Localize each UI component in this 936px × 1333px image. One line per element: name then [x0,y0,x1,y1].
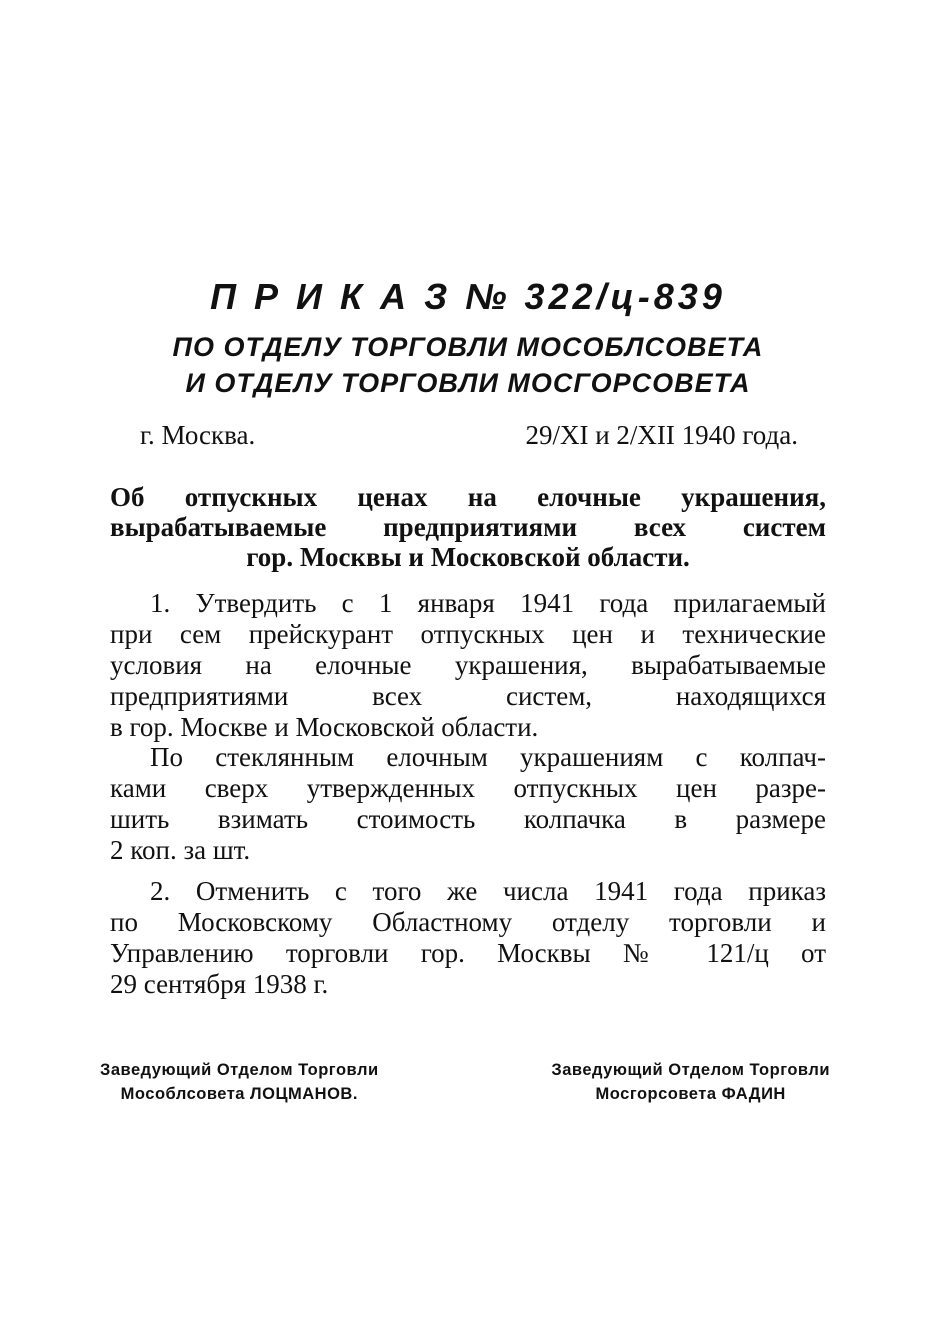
paragraph-line: По стеклянным елочным украшениям с колпач- [150,742,826,772]
signature-title: Заведующий Отделом Торговли [551,1061,830,1079]
paragraph-2 [110,742,826,866]
paragraph-3 [110,876,826,1000]
paragraph-line: ками сверх утвержденных отпускных цен разре- [110,773,826,803]
paragraph-1 [110,588,826,743]
signature-name: Мособлсовета ЛОЦМАНОВ. [120,1085,358,1103]
order-title: П Р И К А З № 322/ц-839 [210,276,726,317]
paragraph-line: в гор. Москве и Московской области. [110,712,539,742]
signature-right [551,1058,830,1106]
paragraph-line: 1. Утвердить с 1 января 1941 года прилагаемый [150,588,826,618]
signature-title: Заведующий Отделом Торговли [100,1061,379,1079]
signature-name: Мосгорсовета ФАДИН [595,1085,786,1103]
place-text: г. Москва. [140,420,256,450]
signature-left [100,1058,379,1106]
paragraph-line: по Московскому Областному отделу торговли и [110,907,826,937]
heading-line: гор. Москвы и Московской области. [246,542,690,572]
date-text: 29/XI и 2/XII 1940 года. [525,420,798,450]
heading-line: вырабатываемые предприятиями всех систем [110,512,826,542]
paragraph-line: предприятиями всех систем, находящихся [110,681,826,711]
order-subtitle-line-2: И ОТДЕЛУ ТОРГОВЛИ МОСГОРСОВЕТА [185,368,751,398]
paragraph-line: при сем прейскурант отпускных цен и технические [110,619,826,649]
paragraph-line: 2. Отменить с того же числа 1941 года приказ [150,876,826,906]
paragraph-line: шить взимать стоимость колпачка в размере [110,804,826,834]
paragraph-line: 29 сентября 1938 г. [110,969,329,999]
place-date-line [140,420,798,451]
paragraph-line: Управлению торговли гор. Москвы № 121/ц от [110,938,826,968]
paragraph-line: 2 коп. за шт. [110,835,251,865]
signatures-block [100,1058,830,1106]
paragraph-line: условия на елочные украшения, вырабатываемые [110,650,826,680]
heading-line: Об отпускных ценах на елочные украшения, [110,482,826,512]
order-subtitle-line-1: ПО ОТДЕЛУ ТОРГОВЛИ МОСОБЛСОВЕТА [172,332,764,362]
order-heading [110,482,826,572]
